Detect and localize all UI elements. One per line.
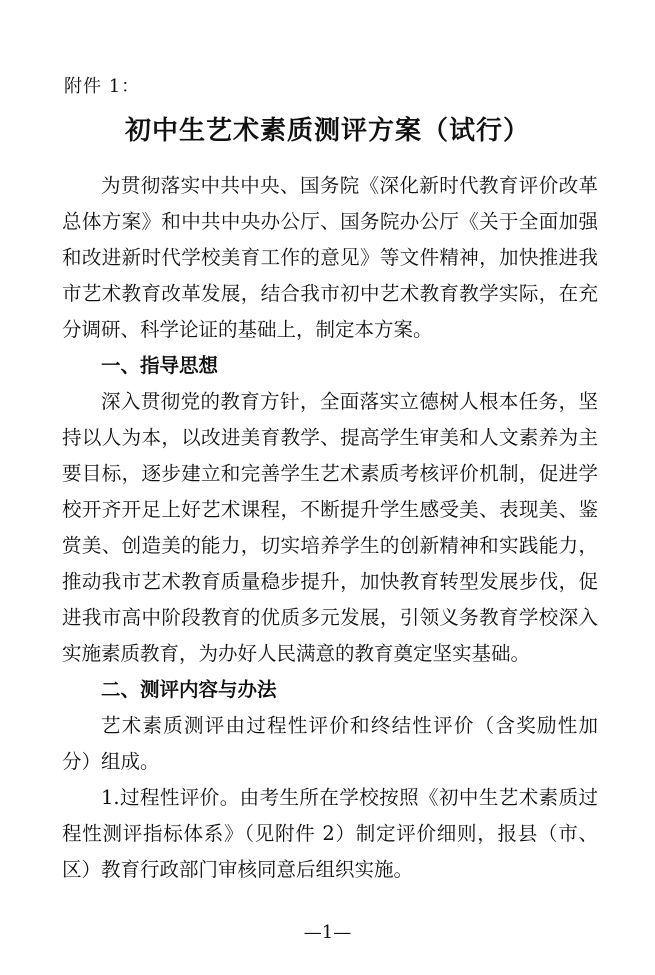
document-title: 初中生艺术素质测评方案（试行） <box>124 116 530 146</box>
attachment-label: 附件 1： <box>64 76 141 97</box>
page-number: —1— <box>303 922 352 943</box>
section-heading-content: 二、测评内容与办法 <box>101 678 277 701</box>
section-heading-guiding: 一、指导思想 <box>101 354 219 377</box>
content-paragraph: 艺术素质测评由过程性评价和终结性评价（含奖励性加分）组成。 <box>62 714 598 773</box>
document-body <box>62 168 598 888</box>
intro-paragraph: 为贯彻落实中共中央、国务院《深化新时代教育评价改革总体方案》和中共中央办公厅、国务院办公厅《关于全面加强和改进新时代学校美育工作的意见》等文件精神，加快推进我市艺术教育改革发展，结合我市初中艺术教育教学实际，在充分调研、科学论证的基础上，制定本方案。 <box>62 174 598 341</box>
process-paragraph: 1.过程性评价。由考生所在学校按照《初中生艺术素质过程性测评指标体系》（见附件 2）制定评价细则，报县（市、区）教育行政部门审核同意后组织实施。 <box>62 786 598 881</box>
guiding-paragraph: 深入贯彻党的教育方针，全面落实立德树人根本任务，坚持以人为本，以改进美育教学、提高学生审美和人文素养为主要目标，逐步建立和完善学生艺术素质考核评价机制，促进学校开齐开足上好艺术课程，不断提升学生感受美、表现美、鉴赏美、创造美的能力，切实培养学生的创新精神和实践能力，推动我市艺术教育质量稳步提升，加快教育转型发展步伐，促进我市高中阶段教育的优质多元发展，引领义务教育学校深入实施素质教育，为办好人民满意的教育奠定坚实基础。 <box>62 390 598 665</box>
